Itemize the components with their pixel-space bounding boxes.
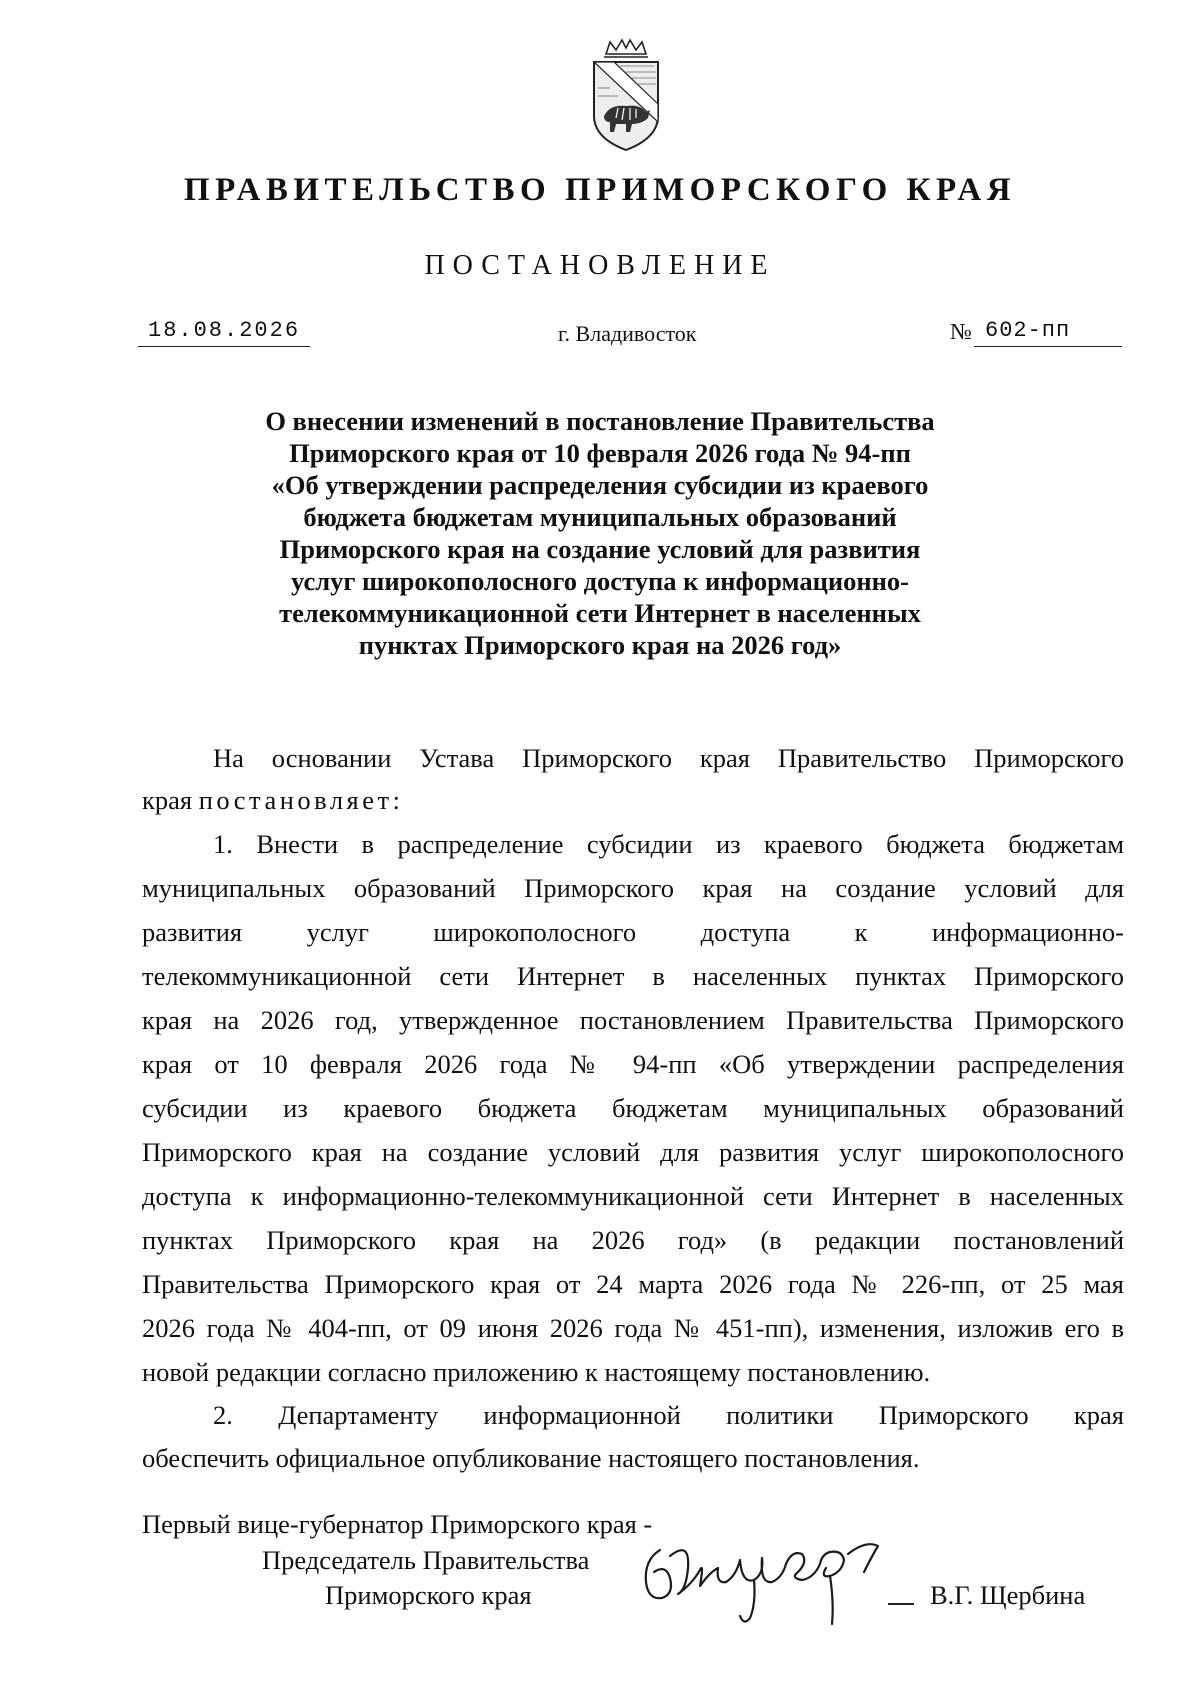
title-line: услуг широкополосного доступа к информационно-	[291, 566, 909, 596]
preamble-line	[142, 785, 1124, 816]
signatory-name: В.Г. Щербина	[930, 1580, 1086, 1610]
item1-line: пунктах Приморского края на 2026 год» (в редакции постановлений	[142, 1225, 1124, 1255]
coat-of-arms-emblem	[580, 38, 672, 154]
item1-line: Приморского края на создание условий для развития услуг широкополосного	[142, 1137, 1124, 1167]
title-line: Приморского края от 10 февраля 2026 года № 94-пп	[289, 438, 911, 468]
title-line: «Об утверждении распределения субсидии из краевого	[271, 470, 929, 500]
signature-dash	[888, 1603, 914, 1605]
item1-line: телекоммуникационной сети Интернет в населенных пунктах Приморского	[142, 961, 1124, 991]
document-title	[0, 405, 1200, 661]
title-line: О внесении изменений в постановление Правительства	[265, 406, 935, 436]
number-sign: №	[950, 319, 972, 344]
item1-line: развития услуг широкополосного доступа к информационно-	[142, 917, 1124, 947]
item1-line: Правительства Приморского края от 24 марта 2026 года № 226-пп, от 25 мая	[142, 1269, 1124, 1299]
item1-line: доступа к информационно-телекоммуникационной сети Интернет в населенных	[142, 1181, 1124, 1211]
item2-line: 2. Департаменту информационной политики Приморского края	[213, 1400, 1124, 1430]
preamble-prefix: края	[142, 785, 199, 815]
signatory-position: Приморского края	[325, 1580, 532, 1610]
signatory-position: Председатель Правительства	[262, 1545, 590, 1575]
title-line: пунктах Приморского края на 2026 год»	[358, 630, 842, 660]
item1-line: муниципальных образований Приморского края на создание условий для	[142, 873, 1124, 903]
item1-line: края на 2026 год, утвержденное постановлением Правительства Приморского	[142, 1005, 1124, 1035]
preamble-line: На основании Устава Приморского края Правительство Приморского	[213, 743, 1124, 773]
handwritten-signature	[630, 1520, 915, 1632]
signatory-position: Первый вице-губернатор Приморского края -	[142, 1509, 653, 1539]
title-line: бюджета бюджетам муниципальных образований	[303, 502, 897, 532]
title-line: телекоммуникационной сети Интернет в населенных	[279, 598, 921, 628]
government-name: ПРАВИТЕЛЬСТВО ПРИМОРСКОГО КРАЯ	[183, 172, 1017, 208]
preamble-keyword: постановляет:	[198, 785, 404, 815]
document-number: 602-пп	[985, 318, 1071, 343]
document-type: ПОСТАНОВЛЕНИЕ	[424, 250, 776, 281]
number-underline	[974, 346, 1122, 347]
item2-line: обеспечить официальное опубликование настоящего постановления.	[142, 1443, 920, 1473]
item1-line: 1. Внести в распределение субсидии из краевого бюджета бюджетам	[213, 829, 1124, 859]
date-underline	[138, 346, 310, 347]
item1-line: субсидии из краевого бюджета бюджетам муниципальных образований	[142, 1093, 1124, 1123]
item1-line: новой редакции согласно приложению к настоящему постановлению.	[142, 1357, 931, 1387]
item1-line: края от 10 февраля 2026 года № 94-пп «Об утверждении распределения	[142, 1049, 1124, 1079]
title-line: Приморского края на создание условий для развития	[279, 534, 921, 564]
item1-line: 2026 года № 404-пп, от 09 июня 2026 года № 451-пп), изменения, изложив его в	[142, 1313, 1124, 1343]
document-date: 18.08.2026	[148, 318, 301, 343]
document-city: г. Владивосток	[558, 321, 697, 346]
